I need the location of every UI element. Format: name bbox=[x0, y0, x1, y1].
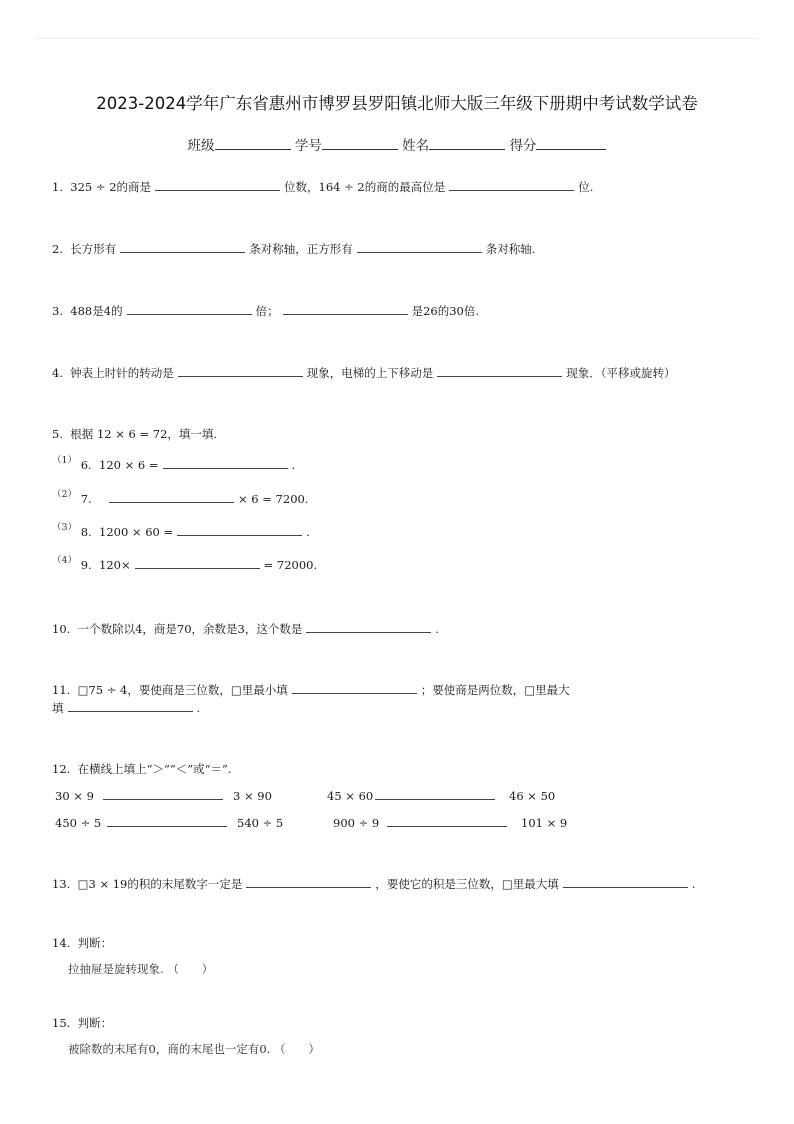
expression: 30 × 9 bbox=[55, 789, 94, 803]
question-text: 现象．（平移或旋转） bbox=[566, 366, 676, 380]
question-4 bbox=[52, 364, 676, 381]
answer-blank[interactable] bbox=[120, 240, 245, 253]
answer-blank[interactable] bbox=[283, 302, 408, 315]
answer-blank[interactable] bbox=[163, 456, 288, 469]
question-3 bbox=[52, 302, 479, 319]
judge-15 bbox=[68, 1041, 320, 1057]
question-text: □75 ÷ 4，要使商是三位数，□里最小填 bbox=[77, 683, 288, 697]
question-text: 倍； bbox=[255, 304, 279, 318]
question-label: 判断： bbox=[77, 1016, 113, 1030]
question-text: 钟表上时针的转动是 bbox=[70, 366, 174, 380]
answer-blank[interactable] bbox=[375, 787, 495, 800]
question-5-sub-4 bbox=[52, 556, 317, 575]
question-label: 判断： bbox=[77, 936, 113, 950]
answer-blank[interactable] bbox=[103, 787, 223, 800]
question-number: 15. bbox=[52, 1016, 71, 1030]
question-11 bbox=[52, 681, 570, 698]
question-text: 一个数除以4，商是70，余数是3，这个数是 bbox=[77, 622, 303, 636]
question-number: 5. bbox=[52, 427, 63, 441]
question-text: . bbox=[306, 525, 310, 539]
question-text: 120 × 6 = bbox=[99, 458, 159, 472]
question-text: 位. bbox=[578, 180, 594, 194]
question-text: 488是4的 bbox=[70, 304, 123, 318]
question-number: 10. bbox=[52, 622, 71, 636]
question-text: . bbox=[291, 458, 296, 472]
question-5-sub-2 bbox=[52, 490, 308, 509]
class-field[interactable] bbox=[215, 136, 291, 150]
question-text: 325 ÷ 2的商是 bbox=[70, 180, 152, 194]
answer-blank[interactable] bbox=[387, 814, 507, 827]
compare-row-2 bbox=[55, 814, 567, 831]
answer-blank[interactable] bbox=[246, 875, 371, 888]
answer-blank[interactable] bbox=[357, 240, 482, 253]
answer-blank[interactable] bbox=[563, 875, 688, 888]
sub-tag: （1） bbox=[52, 455, 78, 466]
answer-paren[interactable]: （ ） bbox=[273, 1042, 320, 1056]
question-text: 120× bbox=[99, 558, 131, 572]
score-field[interactable] bbox=[536, 136, 606, 150]
expression: 3 × 90 bbox=[233, 789, 272, 803]
sub-number: 7. bbox=[80, 492, 92, 506]
answer-blank[interactable] bbox=[155, 178, 280, 191]
sub-tag: （3） bbox=[52, 522, 78, 533]
answer-blank[interactable] bbox=[135, 556, 260, 569]
question-number: 3. bbox=[52, 304, 63, 318]
question-number: 13. bbox=[52, 877, 71, 891]
question-number: 4. bbox=[52, 366, 63, 380]
compare-row-1 bbox=[55, 787, 555, 804]
question-text: 在横线上填上“＞”“＜”或“＝”. bbox=[77, 762, 232, 776]
expression: 46 × 50 bbox=[509, 789, 556, 803]
answer-blank[interactable] bbox=[178, 364, 303, 377]
student-id-field[interactable] bbox=[322, 136, 398, 150]
question-text: 填 bbox=[52, 701, 64, 715]
question-text: ，要使它的积是三位数，□里最大填 bbox=[375, 877, 559, 891]
judge-14 bbox=[68, 961, 213, 977]
question-14 bbox=[52, 935, 112, 951]
answer-blank[interactable] bbox=[306, 620, 431, 633]
question-12 bbox=[52, 761, 232, 777]
expression: 101 × 9 bbox=[521, 816, 568, 830]
expression: 540 ÷ 5 bbox=[237, 816, 284, 830]
expression: 450 ÷ 5 bbox=[55, 816, 102, 830]
answer-blank[interactable] bbox=[109, 490, 234, 503]
question-5-sub-1 bbox=[52, 456, 295, 475]
question-text: 现象，电梯的上下移动是 bbox=[306, 366, 434, 380]
question-text: □3 × 19的积的末尾数字一定是 bbox=[77, 877, 243, 891]
answer-blank[interactable] bbox=[68, 699, 193, 712]
question-number: 1. bbox=[52, 180, 63, 194]
question-text: 1200 × 60 = bbox=[99, 525, 174, 539]
question-text: 位数，164 ÷ 2的商的最高位是 bbox=[284, 180, 446, 194]
answer-blank[interactable] bbox=[107, 814, 227, 827]
page-title: 2023-2024学年广东省惠州市博罗县罗阳镇北师大版三年级下册期中考试数学试卷 bbox=[96, 94, 698, 113]
question-text: 是26的30倍. bbox=[411, 304, 479, 318]
question-2 bbox=[52, 240, 535, 257]
student-id-label: 学号 bbox=[294, 138, 322, 154]
statement-text: 被除数的末尾有0，商的末尾也一定有0. bbox=[68, 1042, 271, 1056]
name-label: 姓名 bbox=[402, 138, 430, 154]
statement-text: 拉抽屉是旋转现象. bbox=[68, 962, 164, 976]
sub-number: 8. bbox=[80, 525, 92, 539]
question-15 bbox=[52, 1015, 112, 1031]
score-label: 得分 bbox=[509, 138, 537, 154]
answer-paren[interactable]: （ ） bbox=[167, 962, 214, 976]
question-text: = 72000. bbox=[263, 558, 318, 572]
question-number: 12. bbox=[52, 762, 71, 776]
question-text: . bbox=[691, 877, 696, 891]
answer-blank[interactable] bbox=[127, 302, 252, 315]
question-text: 条对称轴. bbox=[485, 242, 536, 256]
sub-tag: （2） bbox=[52, 489, 78, 500]
question-text: × 6 = 7200. bbox=[238, 492, 309, 506]
question-5-sub-3 bbox=[52, 523, 310, 542]
question-text: . bbox=[196, 701, 201, 715]
sub-tag: （4） bbox=[52, 555, 78, 566]
question-number: 14. bbox=[52, 936, 71, 950]
question-1 bbox=[52, 178, 593, 195]
question-11-cont bbox=[52, 699, 200, 716]
question-number: 11. bbox=[52, 683, 71, 697]
question-text: 根据 12 × 6 = 72，填一填. bbox=[70, 427, 218, 441]
name-field[interactable] bbox=[429, 136, 505, 150]
question-5 bbox=[52, 426, 217, 442]
question-13 bbox=[52, 875, 695, 892]
question-number: 2. bbox=[52, 242, 63, 256]
expression: 900 ÷ 9 bbox=[333, 816, 380, 830]
question-text: 条对称轴，正方形有 bbox=[249, 242, 353, 256]
question-text: ；要使商是两位数，□里最大 bbox=[420, 683, 570, 697]
answer-blank[interactable] bbox=[292, 681, 417, 694]
answer-blank[interactable] bbox=[449, 178, 574, 191]
class-label: 班级 bbox=[187, 138, 215, 154]
question-text: . bbox=[435, 622, 440, 636]
answer-blank[interactable] bbox=[177, 523, 302, 536]
question-text: 长方形有 bbox=[70, 242, 117, 256]
expression: 45 × 60 bbox=[327, 789, 374, 803]
student-info bbox=[0, 134, 794, 154]
header-rule bbox=[36, 38, 758, 39]
question-10 bbox=[52, 620, 439, 637]
sub-number: 6. bbox=[80, 458, 92, 472]
answer-blank[interactable] bbox=[437, 364, 562, 377]
sub-number: 9. bbox=[80, 558, 92, 572]
